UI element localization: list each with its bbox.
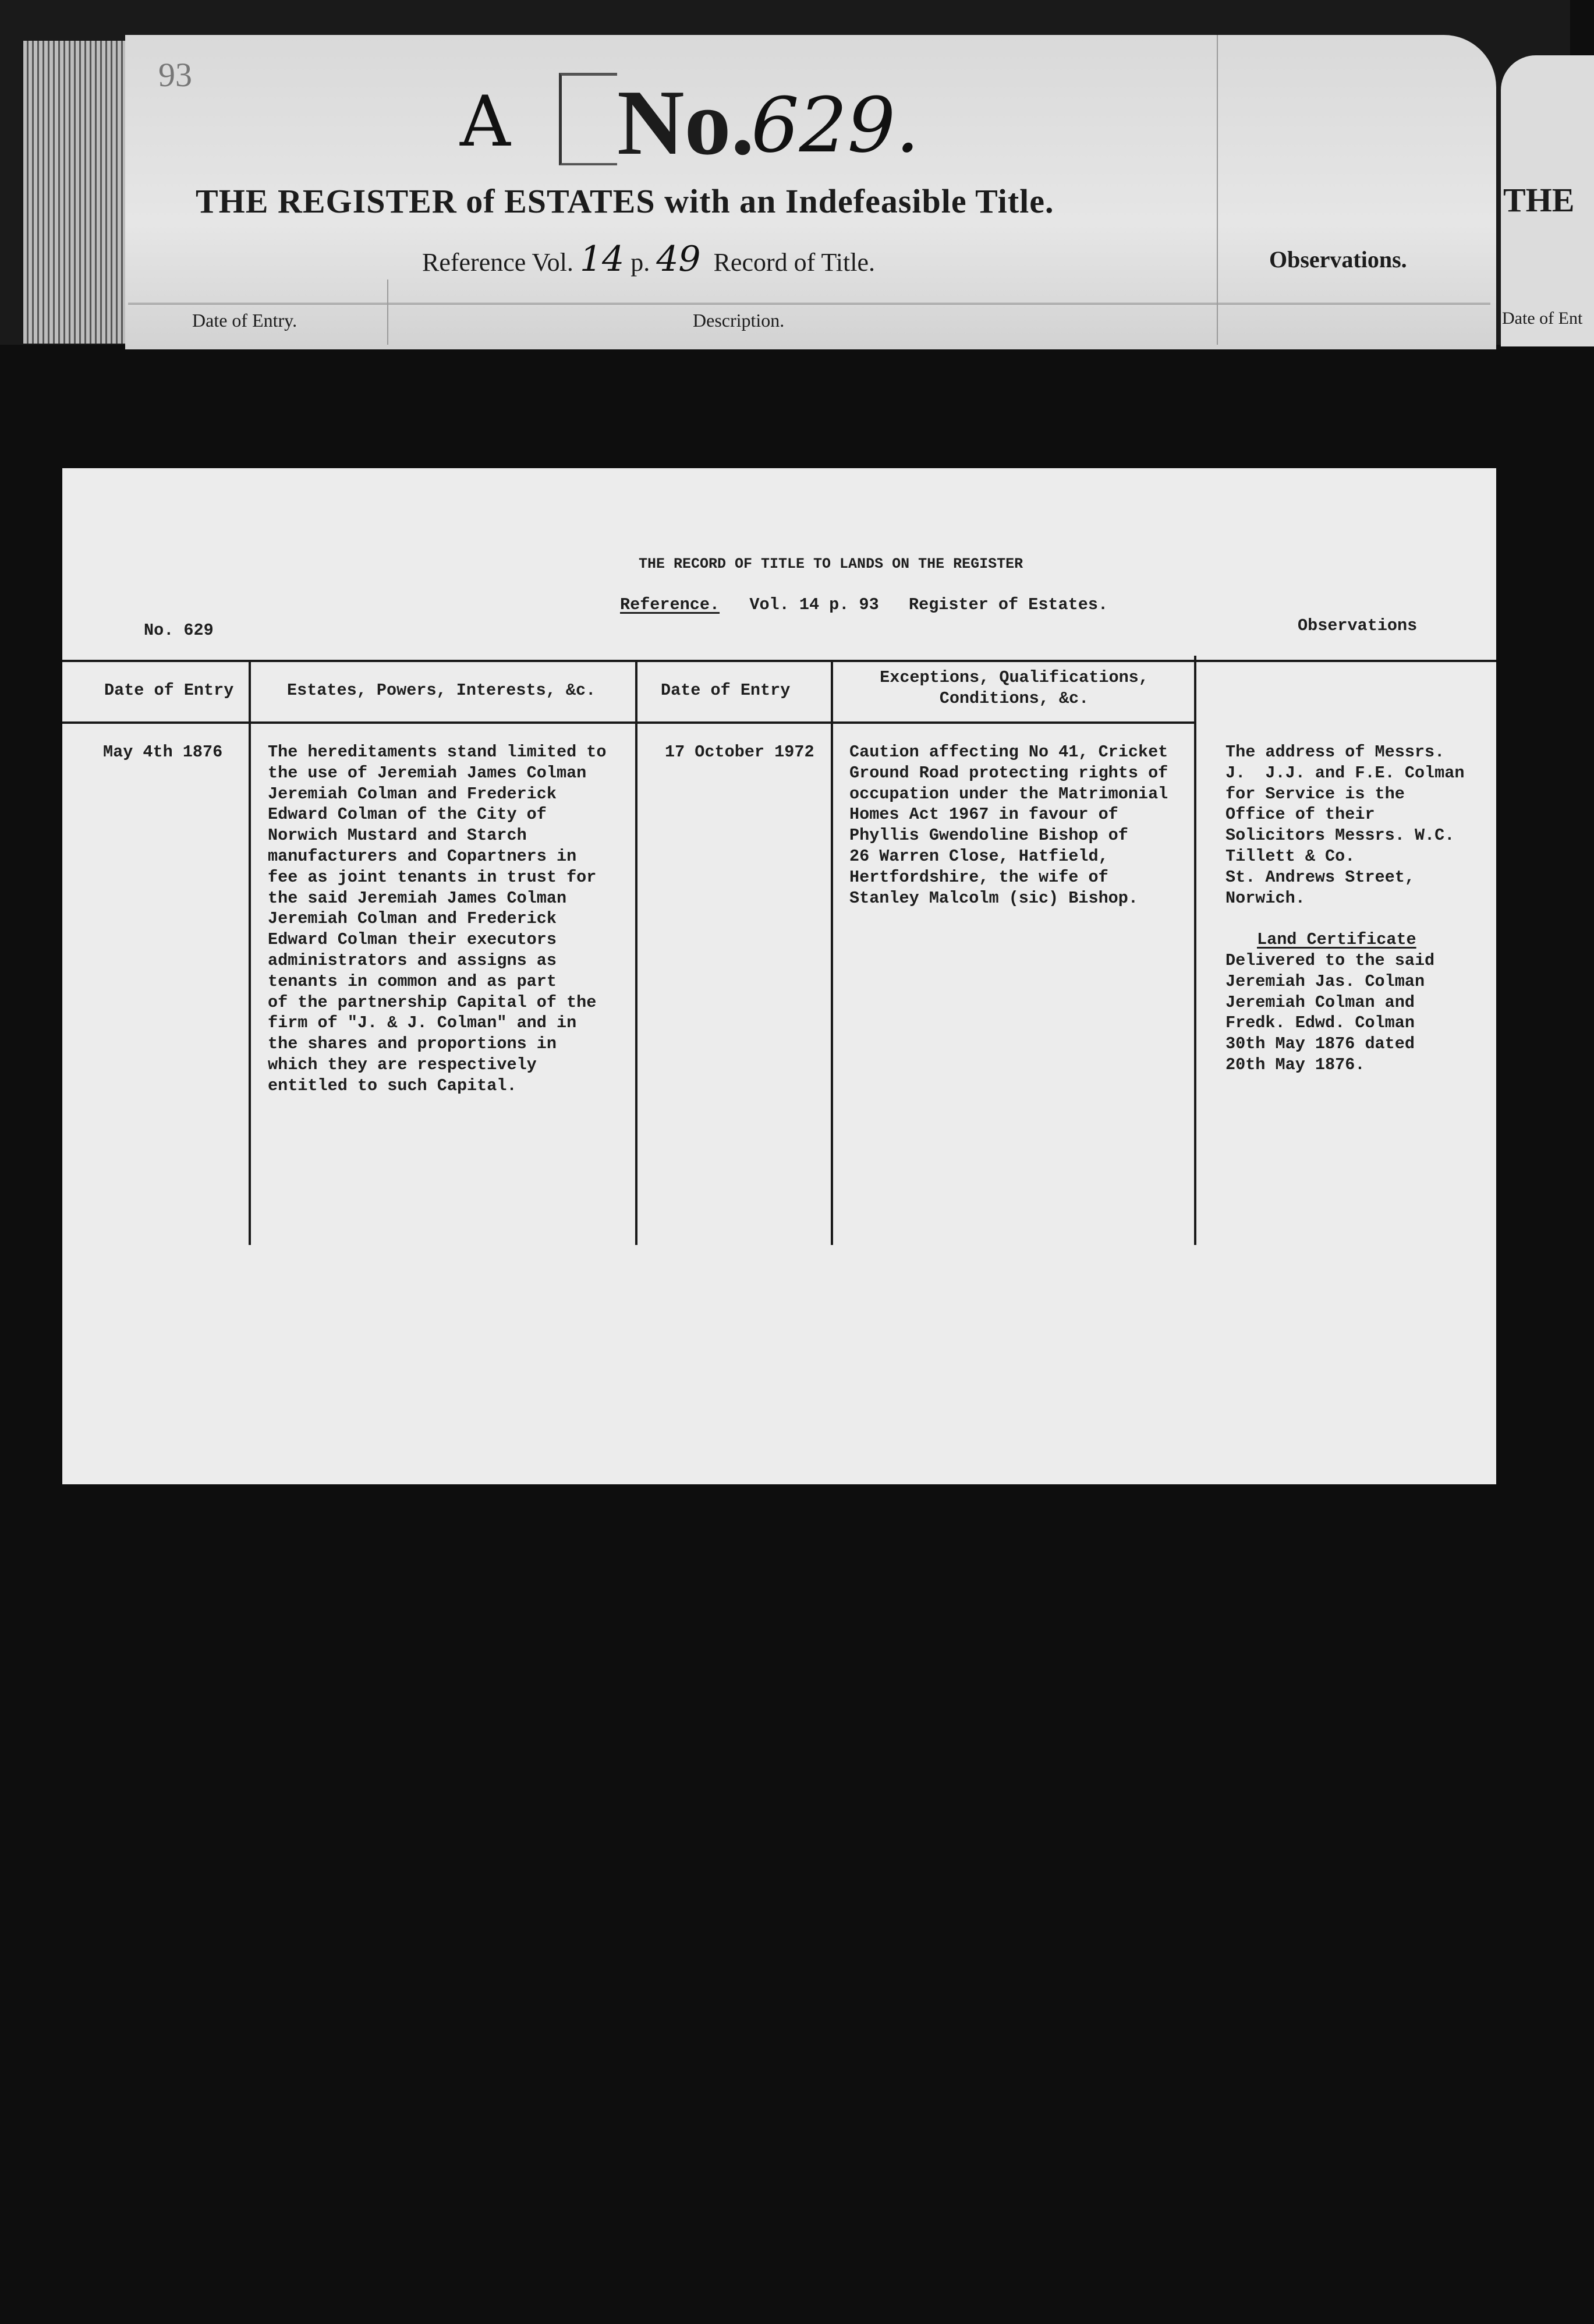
ledger-observations: Observations. (1269, 246, 1407, 273)
card-reference-label: Reference. (620, 595, 720, 614)
ledger-p-label: p. (630, 248, 650, 277)
card-number: No. 629 (144, 621, 214, 640)
table-top-rule (62, 660, 1496, 662)
table-column-rule (249, 660, 251, 1245)
header-date-of-entry-2: Date of Entry (661, 681, 791, 700)
row-observation-address: The address of Messrs. J. J.J. and F.E. Colman for Service is the Office of their Solicitors Messrs. W.C. Tillett & Co. St. Andrews Street, Norwich. (1225, 742, 1465, 908)
card-observations-heading: Observations (1298, 616, 1418, 635)
book-page-edges (23, 41, 128, 344)
table-column-rule (1194, 656, 1196, 1245)
ledger-no-value: 629. (751, 81, 920, 169)
header-date-of-entry: Date of Entry (104, 681, 234, 700)
ledger-handwritten-letter: A (460, 82, 511, 162)
card-title: THE RECORD OF TITLE TO LANDS ON THE REGISTER (639, 556, 1023, 572)
ledger-right-page-col: Date of Ent (1502, 309, 1583, 328)
ledger-rule (128, 303, 1490, 305)
row-land-certificate-text: Delivered to the said Jeremiah Jas. Colman Jeremiah Colman and Fredk. Edwd. Colman 30th May 1876 dated 20th May 1876. (1225, 951, 1435, 1074)
ledger-column-rule (1217, 35, 1218, 345)
ledger-col-description: Description. (693, 310, 785, 331)
card-reference (620, 595, 1108, 614)
ledger-reference-label: Reference Vol. (422, 248, 573, 277)
table-header-rule (62, 721, 1195, 724)
ledger-reference (422, 239, 875, 280)
table-column-rule (635, 660, 637, 1245)
ledger-column-rule (387, 280, 388, 345)
ledger-photo (0, 0, 1583, 345)
ledger-title: THE REGISTER of ESTATES with an Indefeasible Title. (196, 182, 1054, 220)
ledger-handwritten-box (559, 73, 617, 165)
ledger-page-number: 93 (158, 56, 192, 94)
ledger-vol-value: 14 (579, 239, 625, 280)
ledger-no-label: No. (617, 70, 755, 174)
record-card (62, 468, 1496, 1484)
row-estates-text: The hereditaments stand limited to the use of Jeremiah James Colman Jeremiah Colman and Frederick Edward Colman of the City of Norwich Mustard and Starch manufacturers and Copartners in fee as joint tenants in trust for the said Jeremiah James Colman Jeremiah Colman and Frederick Edward Colman their executors administrators and assigns as tenants in common and as part of the partnership Capital of the firm of "J. & J. Colman" and in the shares and proportions in which they are respectively entitled to such Capital. (268, 742, 607, 1095)
row-date-of-entry: May 4th 1876 (103, 742, 223, 762)
ledger-page-value: 49 (656, 239, 701, 280)
header-exceptions: Exceptions, Qualifications, Conditions, &c. (880, 668, 1149, 708)
ledger-col-date: Date of Entry. (192, 310, 297, 331)
ledger-right-page-title: THE (1503, 181, 1575, 219)
card-reference-text: Vol. 14 p. 93 Register of Estates. (749, 595, 1108, 614)
table-column-rule (831, 660, 833, 1245)
row-land-certificate-heading: Land Certificate (1257, 930, 1416, 949)
row-exceptions-text: Caution affecting No 41, Cricket Ground Road protecting rights of occupation under the Matrimonial Homes Act 1967 in favour of Phyllis Gwendoline Bishop of 26 Warren Close, Hatfield, Hertfordshire, the wife of Stanley Malcolm (sic) Bishop. (849, 742, 1168, 908)
row-date-of-entry-2: 17 October 1972 (665, 742, 814, 762)
header-estates: Estates, Powers, Interests, &c. (287, 681, 596, 700)
ledger-record-label: Record of Title. (713, 248, 876, 277)
